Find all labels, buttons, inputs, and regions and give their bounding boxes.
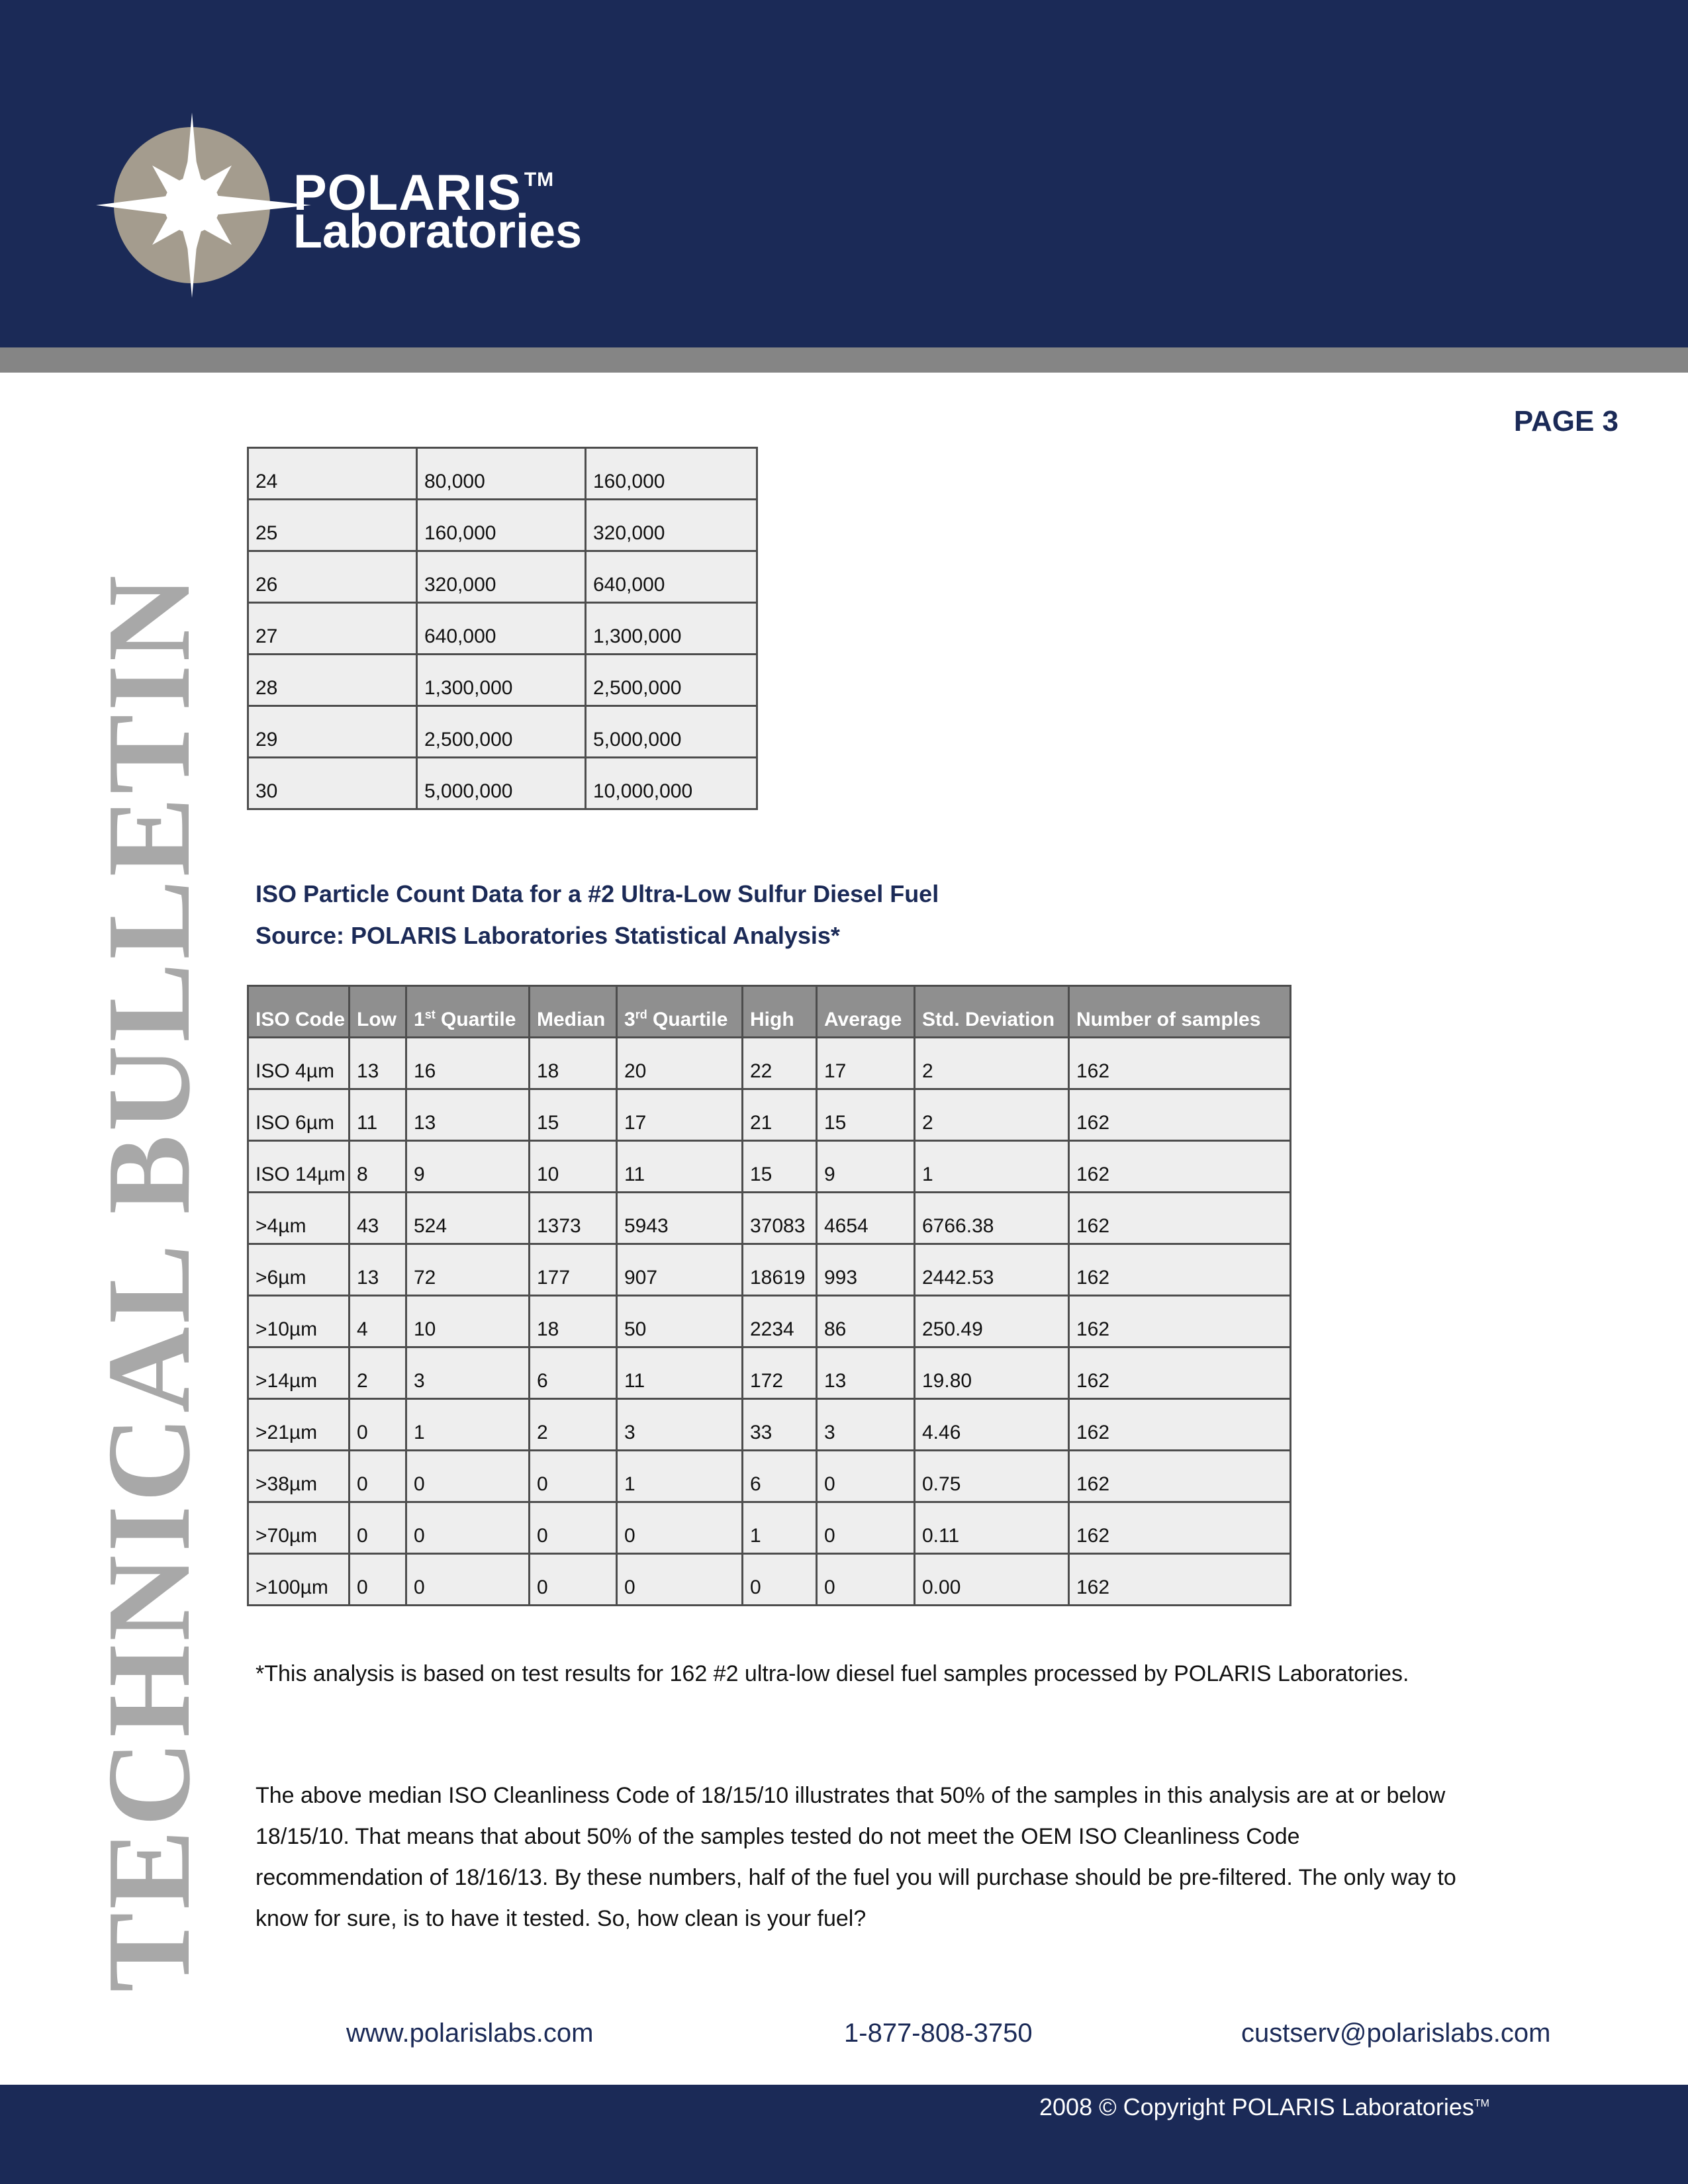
table-cell: 80,000 — [417, 448, 586, 500]
col-average: Average — [817, 986, 915, 1038]
footnote-text: *This analysis is based on test results for 162 #2 ultra-low diesel fuel samples processed by POLARIS Laboratories. — [256, 1661, 1409, 1686]
table-cell: 11 — [350, 1089, 406, 1141]
polaris-star-logo-icon — [96, 109, 314, 301]
table-cell: 15 — [530, 1089, 617, 1141]
table-cell: 0 — [530, 1554, 617, 1606]
table-cell: 993 — [817, 1244, 915, 1296]
table-cell: 15 — [743, 1141, 817, 1193]
table-cell: 1,300,000 — [417, 655, 586, 706]
side-title-technical-bulletin: TECHNICAL BULLETIN — [83, 572, 214, 1992]
table-row — [248, 1296, 1291, 1347]
section-source: Source: POLARIS Laboratories Statistical Analysis* — [256, 922, 840, 949]
trademark-mark: TM — [524, 169, 555, 191]
table-cell: 33 — [743, 1399, 817, 1451]
table-row — [248, 500, 757, 551]
table-cell: 162 — [1069, 1141, 1291, 1193]
website-link[interactable]: www.polarislabs.com — [346, 2019, 594, 2048]
brand-name: POLARIS ™ — [293, 165, 555, 221]
table-cell: 6 — [743, 1451, 817, 1502]
table-cell: 0.75 — [915, 1451, 1069, 1502]
table-cell: 28 — [248, 655, 417, 706]
table-row — [248, 706, 757, 758]
table-row — [248, 1089, 1291, 1141]
section-title: ISO Particle Count Data for a #2 Ultra-Low Sulfur Diesel Fuel — [256, 880, 939, 907]
table-cell: 0 — [817, 1502, 915, 1554]
table-cell: ISO 4µm — [248, 1038, 350, 1089]
table-cell: 162 — [1069, 1451, 1291, 1502]
table-cell: 4.46 — [915, 1399, 1069, 1451]
table-header-row — [248, 986, 1291, 1038]
table-cell: 15 — [817, 1089, 915, 1141]
iso-stats-table — [247, 985, 1291, 1606]
table-cell: 320,000 — [586, 500, 757, 551]
table-cell: >100µm — [248, 1554, 350, 1606]
table-cell: 72 — [406, 1244, 530, 1296]
table-cell: 24 — [248, 448, 417, 500]
col-high: High — [743, 986, 817, 1038]
table-cell: >4µm — [248, 1193, 350, 1244]
table-cell: 37083 — [743, 1193, 817, 1244]
table-cell: 162 — [1069, 1038, 1291, 1089]
table-cell: 22 — [743, 1038, 817, 1089]
table-row — [248, 1554, 1291, 1606]
table-cell: 0 — [350, 1502, 406, 1554]
table-cell: 3 — [817, 1399, 915, 1451]
table-cell: 25 — [248, 500, 417, 551]
table-row — [248, 603, 757, 655]
table-cell: 162 — [1069, 1296, 1291, 1347]
table-cell: 43 — [350, 1193, 406, 1244]
table-cell: 21 — [743, 1089, 817, 1141]
table-row — [248, 1244, 1291, 1296]
table-cell: 162 — [1069, 1502, 1291, 1554]
table-cell: 50 — [617, 1296, 743, 1347]
col-iso-code: ISO Code — [248, 986, 350, 1038]
table-cell: 27 — [248, 603, 417, 655]
table-cell: 0 — [406, 1451, 530, 1502]
table-row — [248, 1038, 1291, 1089]
table-cell: 0 — [350, 1554, 406, 1606]
table-cell: 0 — [406, 1554, 530, 1606]
table-cell: 0 — [617, 1554, 743, 1606]
body-paragraph: The above median ISO Cleanliness Code of 18/15/10 illustrates that 50% of the samples in this analysis are at or below 18/15/10. That means that about 50% of the samples tested do not meet the OEM ISO Cleanliness Code recommendation of 18/16/13. By these numbers, half of the fuel you will purchase should be pre-filtered. The only way to know for sure, is to have it tested. So, how clean is your fuel? — [256, 1783, 1456, 1931]
header-stripe — [0, 347, 1688, 373]
table-cell: 2234 — [743, 1296, 817, 1347]
table-cell: 162 — [1069, 1347, 1291, 1399]
phone-number: 1-877-808-3750 — [844, 2019, 1033, 2048]
table-cell: 1 — [743, 1502, 817, 1554]
table-cell: 524 — [406, 1193, 530, 1244]
table-cell: 640,000 — [417, 603, 586, 655]
table-cell: 0 — [743, 1554, 817, 1606]
table-cell: 9 — [817, 1141, 915, 1193]
col-low: Low — [350, 986, 406, 1038]
table-cell: 5943 — [617, 1193, 743, 1244]
table-cell: 3 — [406, 1347, 530, 1399]
table-cell: 2 — [915, 1089, 1069, 1141]
col-number-of-samples: Number of samples — [1069, 986, 1291, 1038]
table-cell: 0 — [817, 1451, 915, 1502]
table-cell: 1 — [406, 1399, 530, 1451]
table-cell: 4654 — [817, 1193, 915, 1244]
table-cell: 162 — [1069, 1399, 1291, 1451]
table-cell: 13 — [406, 1089, 530, 1141]
table-cell: 4 — [350, 1296, 406, 1347]
table-cell: >6µm — [248, 1244, 350, 1296]
table-cell: 2442.53 — [915, 1244, 1069, 1296]
table-row — [248, 448, 757, 500]
col-third-quartile: 3rd Quartile — [617, 986, 743, 1038]
table-row — [248, 551, 757, 603]
table-cell: 20 — [617, 1038, 743, 1089]
table-row — [248, 1193, 1291, 1244]
table-cell: 160,000 — [586, 448, 757, 500]
table-cell: 10 — [406, 1296, 530, 1347]
table-cell: 2 — [350, 1347, 406, 1399]
table-cell: 0 — [617, 1502, 743, 1554]
col-std-deviation: Std. Deviation — [915, 986, 1069, 1038]
table-cell: 17 — [817, 1038, 915, 1089]
table-cell: 1373 — [530, 1193, 617, 1244]
table-cell: 11 — [617, 1347, 743, 1399]
table-cell: 250.49 — [915, 1296, 1069, 1347]
table-cell: 0 — [350, 1399, 406, 1451]
table-cell: 3 — [617, 1399, 743, 1451]
table-cell: 13 — [350, 1038, 406, 1089]
table-cell: >14µm — [248, 1347, 350, 1399]
col-median: Median — [530, 986, 617, 1038]
table-cell: 10,000,000 — [586, 758, 757, 809]
table-cell: 18 — [530, 1038, 617, 1089]
table-cell: 13 — [817, 1347, 915, 1399]
table-cell: 9 — [406, 1141, 530, 1193]
table-row — [248, 1347, 1291, 1399]
page-number: PAGE 3 — [1513, 405, 1618, 437]
table-cell: 162 — [1069, 1244, 1291, 1296]
table-cell: >38µm — [248, 1451, 350, 1502]
brand-subtitle: Laboratories — [293, 205, 583, 258]
table-cell: 30 — [248, 758, 417, 809]
table-cell: 640,000 — [586, 551, 757, 603]
table-cell: 0 — [350, 1451, 406, 1502]
table-cell: 160,000 — [417, 500, 586, 551]
table-row — [248, 758, 757, 809]
table-cell: 10 — [530, 1141, 617, 1193]
table-cell: >10µm — [248, 1296, 350, 1347]
table-cell: 177 — [530, 1244, 617, 1296]
table-cell: 5,000,000 — [586, 706, 757, 758]
table-cell: 1 — [915, 1141, 1069, 1193]
table-cell: 172 — [743, 1347, 817, 1399]
table-row — [248, 1141, 1291, 1193]
table-cell: 13 — [350, 1244, 406, 1296]
table-cell: 0 — [406, 1502, 530, 1554]
table-cell: 86 — [817, 1296, 915, 1347]
table-cell: 1 — [617, 1451, 743, 1502]
table-cell: 2,500,000 — [586, 655, 757, 706]
table-row — [248, 1451, 1291, 1502]
table-cell: 1,300,000 — [586, 603, 757, 655]
table-cell: 162 — [1069, 1089, 1291, 1141]
table-cell: 907 — [617, 1244, 743, 1296]
table-cell: ISO 6µm — [248, 1089, 350, 1141]
table-cell: ISO 14µm — [248, 1141, 350, 1193]
table-cell: 0.00 — [915, 1554, 1069, 1606]
table-cell: 5,000,000 — [417, 758, 586, 809]
table-row — [248, 1502, 1291, 1554]
table-cell: 0 — [530, 1502, 617, 1554]
table-cell: 2 — [530, 1399, 617, 1451]
table-cell: 6766.38 — [915, 1193, 1069, 1244]
table-cell: 16 — [406, 1038, 530, 1089]
table-cell: 18619 — [743, 1244, 817, 1296]
table-cell: 0 — [530, 1451, 617, 1502]
copyright-notice: 2008 © Copyright POLARIS Laboratories™ — [1039, 2093, 1489, 2120]
col-first-quartile: 1st Quartile — [406, 986, 530, 1038]
table-cell: 0.11 — [915, 1502, 1069, 1554]
table-row — [248, 1399, 1291, 1451]
table-cell: 26 — [248, 551, 417, 603]
table-cell: 0 — [817, 1554, 915, 1606]
table-cell: 320,000 — [417, 551, 586, 603]
table-row — [248, 655, 757, 706]
iso-range-table — [247, 447, 758, 810]
table-cell: 18 — [530, 1296, 617, 1347]
table-cell: 19.80 — [915, 1347, 1069, 1399]
email-link[interactable]: custserv@polarislabs.com — [1241, 2019, 1551, 2048]
table-cell: 2 — [915, 1038, 1069, 1089]
table-cell: 29 — [248, 706, 417, 758]
table-cell: >21µm — [248, 1399, 350, 1451]
table-cell: 11 — [617, 1141, 743, 1193]
table-cell: 2,500,000 — [417, 706, 586, 758]
table-cell: 162 — [1069, 1193, 1291, 1244]
table-cell: 17 — [617, 1089, 743, 1141]
table-cell: 8 — [350, 1141, 406, 1193]
table-cell: >70µm — [248, 1502, 350, 1554]
table-cell: 6 — [530, 1347, 617, 1399]
table-cell: 162 — [1069, 1554, 1291, 1606]
